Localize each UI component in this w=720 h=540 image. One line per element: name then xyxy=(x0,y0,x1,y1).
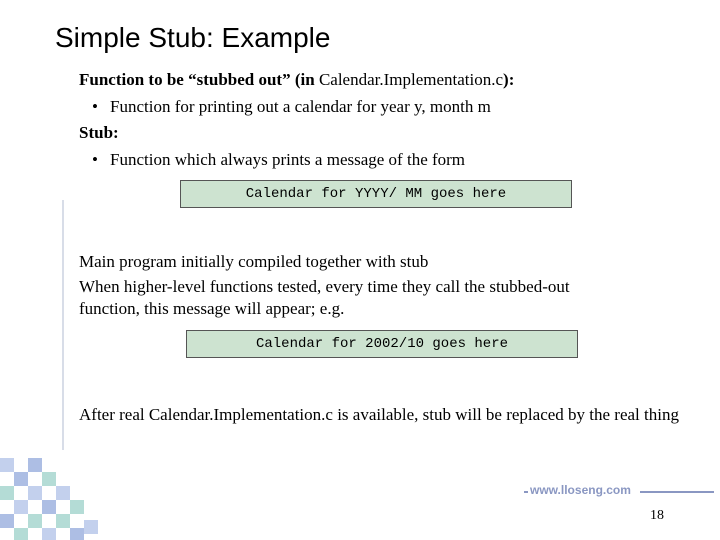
bullet-text: Function for printing out a calendar for year y, month m xyxy=(110,97,491,116)
line1-filename: Calendar.Implementation.c xyxy=(318,70,504,89)
decorative-vertical-line xyxy=(62,200,64,450)
para1-line1: Main program initially compiled together with stub xyxy=(79,252,429,271)
para1-line2: When higher-level functions tested, every time they call the stubbed-out xyxy=(79,277,570,296)
bullet-dot: • xyxy=(92,97,98,116)
slide-title: Simple Stub: Example xyxy=(55,22,331,53)
code-box-example: Calendar for 2002/10 goes here xyxy=(186,330,578,358)
page-number: 18 xyxy=(650,508,664,523)
code-box-template: Calendar for YYYY/ MM goes here xyxy=(180,180,572,208)
bullet-dot: • xyxy=(92,150,98,169)
line1-bold-b: ): xyxy=(503,70,515,89)
bullet-item-2 xyxy=(92,149,465,171)
stubbed-function-line xyxy=(79,69,514,91)
stub-label: Stub: xyxy=(79,123,119,142)
line1-bold-a: Function to be “stubbed out” (in xyxy=(79,70,319,89)
checker-decoration xyxy=(0,448,110,540)
bullet-text: Function which always prints a message of the form xyxy=(110,150,466,169)
closing-paragraph: After real Calendar.Implementation.c is available, stub will be replaced by the real thing xyxy=(79,405,679,424)
footer-url: www.lloseng.com xyxy=(530,483,631,497)
para1-line3: function, this message will appear; e.g. xyxy=(79,299,345,318)
bullet-item-1 xyxy=(92,96,491,118)
